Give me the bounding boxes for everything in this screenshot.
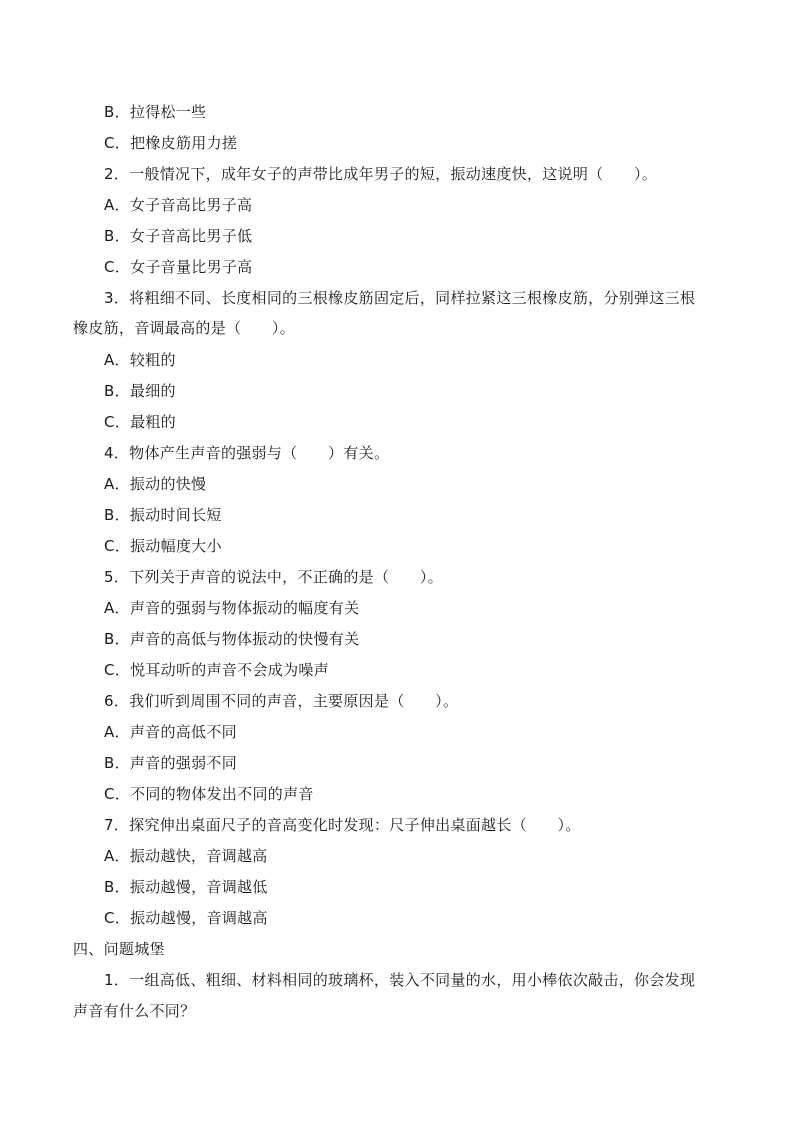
question-3-continued: 橡皮筋，音调最高的是（ ）。 — [73, 319, 296, 337]
q7-option-b: B．振动越慢，音调越低 — [104, 878, 268, 896]
question-6: 6．我们听到周围不同的声音，主要原因是（ ）。 — [104, 692, 459, 710]
option-b-loosen: B．拉得松一些 — [104, 103, 207, 121]
q4-option-b: B．振动时间长短 — [104, 506, 222, 524]
q4-option-c: C．振动幅度大小 — [104, 537, 222, 555]
question-4: 4．物体产生声音的强弱与（ ）有关。 — [104, 444, 390, 462]
section4-question-1: 1．一组高低、粗细、材料相同的玻璃杯，装入不同量的水，用小棒依次敲击，你会发现 — [104, 971, 696, 989]
q2-option-a: A．女子音高比男子高 — [104, 196, 253, 214]
question-2: 2．一般情况下，成年女子的声带比成年男子的短，振动速度快，这说明（ ）。 — [104, 165, 658, 183]
question-7: 7．探究伸出桌面尺子的音高变化时发现：尺子伸出桌面越长（ ）。 — [104, 816, 581, 834]
q3-option-c: C．最粗的 — [104, 413, 176, 431]
question-5: 5．下列关于声音的说法中，不正确的是（ ）。 — [104, 568, 443, 586]
q5-option-b: B．声音的高低与物体振动的快慢有关 — [104, 630, 360, 648]
q2-option-b: B．女子音高比男子低 — [104, 227, 253, 245]
q3-option-a: A．较粗的 — [104, 351, 176, 369]
section4-question-1-continued: 声音有什么不同？ — [73, 1002, 196, 1020]
section-heading: 四、问题城堡 — [73, 940, 165, 958]
question-3: 3．将粗细不同、长度相同的三根橡皮筋固定后，同样拉紧这三根橡皮筋，分别弹这三根 — [104, 289, 696, 307]
q5-option-a: A．声音的强弱与物体振动的幅度有关 — [104, 599, 360, 617]
q7-option-a: A．振动越快，音调越高 — [104, 847, 268, 865]
q6-option-a: A．声音的高低不同 — [104, 723, 237, 741]
q2-option-c: C．女子音量比男子高 — [104, 258, 253, 276]
q5-option-c: C．悦耳动听的声音不会成为噪声 — [104, 661, 329, 679]
q7-option-c: C．振动越慢，音调越高 — [104, 909, 268, 927]
q3-option-b: B．最细的 — [104, 382, 176, 400]
q4-option-a: A．振动的快慢 — [104, 475, 207, 493]
q6-option-b: B．声音的强弱不同 — [104, 754, 237, 772]
option-c-rub: C．把橡皮筋用力搓 — [104, 134, 238, 152]
q6-option-c: C．不同的物体发出不同的声音 — [104, 785, 314, 803]
